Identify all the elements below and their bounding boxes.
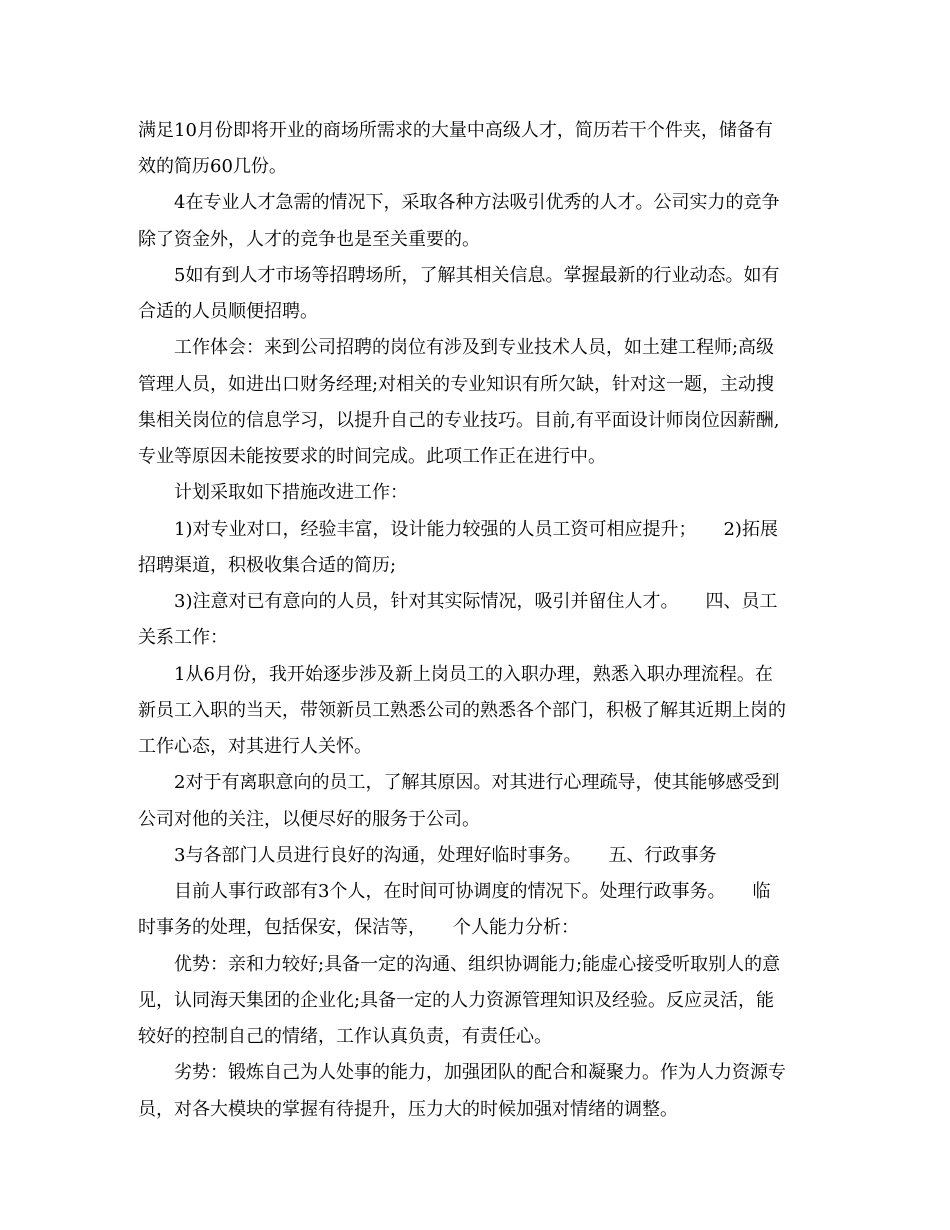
paragraph-line: 员，对各大模块的掌握有待提升，压力大的时候加强对情绪的调整。 bbox=[138, 1099, 678, 1120]
paragraph-line: 效的简历60几份。 bbox=[138, 156, 287, 177]
paragraph-line: 较好的控制自己的情绪，工作认真负责，有责任心。 bbox=[138, 1026, 552, 1047]
paragraph-line: 1)对专业对口，经验丰富，设计能力较强的人员工资可相应提升； 2)拓展 bbox=[174, 519, 778, 540]
paragraph-line: 招聘渠道，积极收集合适的简历; bbox=[138, 555, 397, 576]
paragraph-line: 集相关岗位的信息学习，以提升自己的专业技巧。目前,有平面设计师岗位因薪酬, bbox=[138, 410, 780, 431]
paragraph-line: 工作心态，对其进行人关怀。 bbox=[138, 736, 372, 757]
paragraph-line: 优势：亲和力较好;具备一定的沟通、组织协调能力;能虚心接受听取别人的意 bbox=[174, 954, 781, 975]
paragraph-line: 合适的人员顺便招聘。 bbox=[138, 301, 318, 322]
paragraph-line: 3)注意对已有意向的人员，针对其实际情况，吸引并留住人才。 四、员工 bbox=[174, 591, 778, 612]
paragraph-line: 1从6月份，我开始逐步涉及新上岗员工的入职办理，熟悉入职办理流程。在 bbox=[174, 664, 773, 685]
paragraph-line: 管理人员，如进出口财务经理;对相关的专业知识有所欠缺，针对这一题，主动搜 bbox=[138, 374, 775, 395]
paragraph-line: 关系工作： bbox=[138, 627, 228, 648]
paragraph-line: 时事务的处理，包括保安，保洁等， 个人能力分析： bbox=[138, 917, 579, 938]
paragraph-line: 满足10月份即将开业的商场所需求的大量中高级人才，简历若干个件夹，储备有 bbox=[138, 120, 773, 141]
paragraph-line: 计划采取如下措施改进工作： bbox=[174, 482, 408, 503]
paragraph-line: 专业等原因未能按要求的时间完成。此项工作正在进行中。 bbox=[138, 446, 606, 467]
paragraph-line: 4在专业人才急需的情况下，采取各种方法吸引优秀的人才。公司实力的竞争 bbox=[174, 192, 780, 213]
paragraph-line: 2对于有离职意向的员工，了解其原因。对其进行心理疏导，使其能够感受到 bbox=[174, 772, 780, 793]
paragraph-line: 公司对他的关注，以便尽好的服务于公司。 bbox=[138, 809, 480, 830]
paragraph-line: 目前人事行政部有3个人，在时间可协调度的情况下。处理行政事务。 临 bbox=[174, 881, 771, 902]
paragraph-line: 5如有到人才市场等招聘场所，了解其相关信息。掌握最新的行业动态。如有 bbox=[174, 265, 780, 286]
paragraph-line: 新员工入职的当天，带领新员工熟悉公司的熟悉各个部门，积极了解其近期上岗的 bbox=[138, 700, 786, 721]
paragraph-line: 工作体会：来到公司招聘的岗位有涉及到专业技术人员，如土建工程师;高级 bbox=[174, 337, 775, 358]
paragraph-line: 3与各部门人员进行良好的沟通，处理好临时事务。 五、行政事务 bbox=[174, 845, 717, 866]
paragraph-line: 见，认同海天集团的企业化;具备一定的人力资源管理知识及经验。反应灵活，能 bbox=[138, 990, 775, 1011]
paragraph-line: 除了资金外，人才的竞争也是至关重要的。 bbox=[138, 229, 480, 250]
paragraph-line: 劣势：锻炼自己为人处事的能力，加强团队的配合和凝聚力。作为人力资源专 bbox=[174, 1062, 786, 1083]
